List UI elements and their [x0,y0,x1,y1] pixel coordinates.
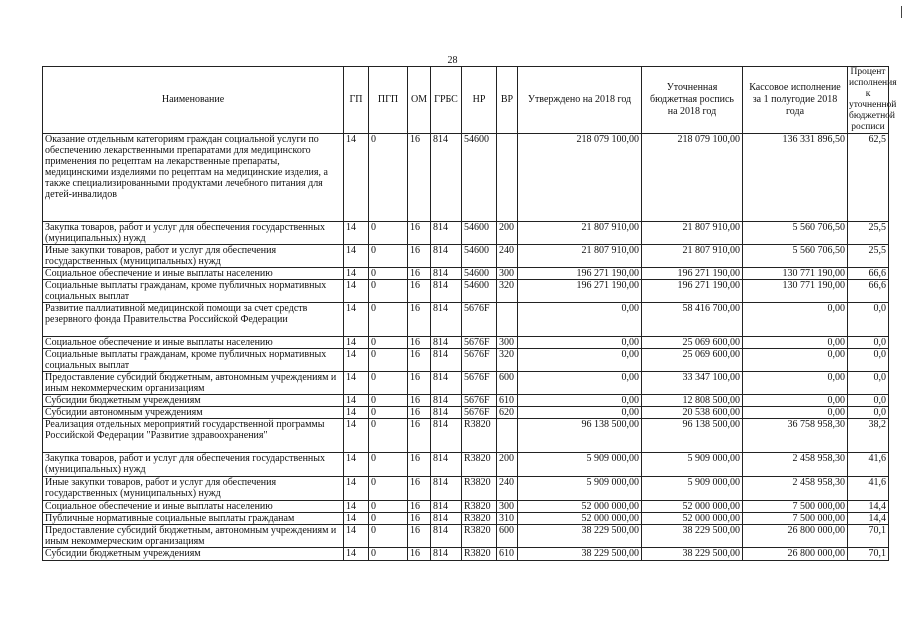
table-row [43,245,889,268]
cell-pgp: 0 [369,525,408,548]
cell-refined: 5 909 000,00 [642,453,743,477]
cell-refined: 21 807 910,00 [642,245,743,268]
cell-gp: 14 [344,419,369,453]
cell-vr: 300 [497,268,518,280]
table-row [43,349,889,372]
cell-refined: 52 000 000,00 [642,501,743,513]
cell-refined: 58 416 700,00 [642,303,743,337]
cell-gp: 14 [344,453,369,477]
cell-approved: 21 807 910,00 [518,245,642,268]
cell-percent: 0,0 [848,372,889,395]
cell-gp: 14 [344,372,369,395]
cell-nr: 54600 [462,134,497,222]
cell-cash: 26 800 000,00 [743,525,848,548]
cell-percent: 62,5 [848,134,889,222]
cell-vr: 320 [497,280,518,303]
cell-percent: 0,0 [848,337,889,349]
cell-vr: 310 [497,513,518,525]
cell-cash: 0,00 [743,337,848,349]
table-row [43,372,889,395]
cell-name: Предоставление субсидий бюджетным, автономным учреждениям и иным некоммерческим организациям [43,525,344,548]
cell-om: 16 [408,372,431,395]
cell-grbs: 814 [431,453,462,477]
cell-refined: 96 138 500,00 [642,419,743,453]
cell-nr: R3820 [462,419,497,453]
cell-grbs: 814 [431,513,462,525]
cell-vr: 240 [497,245,518,268]
cell-nr: R3820 [462,453,497,477]
budget-execution-table [42,66,897,561]
cell-grbs: 814 [431,477,462,501]
cell-approved: 5 909 000,00 [518,477,642,501]
cell-grbs: 814 [431,134,462,222]
cell-name: Социальное обеспечение и иные выплаты населению [43,268,344,280]
cell-approved: 196 271 190,00 [518,268,642,280]
cell-grbs: 814 [431,372,462,395]
cell-approved: 96 138 500,00 [518,419,642,453]
cell-percent: 41,6 [848,453,889,477]
cell-percent: 14,4 [848,513,889,525]
cell-refined: 196 271 190,00 [642,268,743,280]
cell-vr: 200 [497,222,518,245]
table-row [43,303,889,337]
cell-name: Развитие паллиативной медицинской помощи за счет средств резервного фонда Правительства Российской Федерации [43,303,344,337]
table-row [43,477,889,501]
table-row [43,134,889,222]
cell-gp: 14 [344,548,369,561]
cell-name: Социальное обеспечение и иные выплаты населению [43,337,344,349]
cell-name: Субсидии бюджетным учреждениям [43,548,344,561]
table-row [43,525,889,548]
cell-name: Оказание отдельным категориям граждан социальной услуги по обеспечению лекарственными препаратами для медицинского применения по рецептам на лекарственные препараты, медицинскими изделиями по рецептам на медицинские изделия, а также специализированными продуктами лечебного питания для детей-инвалидов [43,134,344,222]
cell-percent: 0,0 [848,407,889,419]
table-row [43,453,889,477]
table-row [43,337,889,349]
cell-pgp: 0 [369,513,408,525]
cell-percent: 41,6 [848,477,889,501]
table-row [43,407,889,419]
cell-approved: 21 807 910,00 [518,222,642,245]
cell-refined: 218 079 100,00 [642,134,743,222]
cell-nr: 5676F [462,337,497,349]
cell-om: 16 [408,477,431,501]
cell-vr: 610 [497,548,518,561]
table-row [43,501,889,513]
cell-refined: 5 909 000,00 [642,477,743,501]
header-pgp: ПГП [369,67,408,134]
cell-grbs: 814 [431,222,462,245]
cell-name: Субсидии автономным учреждениям [43,407,344,419]
cell-refined: 25 069 600,00 [642,349,743,372]
cell-cash: 5 560 706,50 [743,245,848,268]
cell-approved: 0,00 [518,337,642,349]
cell-cash: 7 500 000,00 [743,513,848,525]
cell-percent: 66,6 [848,268,889,280]
cell-nr: 54600 [462,222,497,245]
cell-nr: 5676F [462,349,497,372]
cell-vr: 320 [497,349,518,372]
cell-om: 16 [408,395,431,407]
cell-percent: 38,2 [848,419,889,453]
table-row [43,419,889,453]
table-row [43,222,889,245]
cell-gp: 14 [344,477,369,501]
cell-om: 16 [408,134,431,222]
cell-percent: 0,0 [848,349,889,372]
cell-refined: 38 229 500,00 [642,548,743,561]
cell-om: 16 [408,349,431,372]
cell-cash: 130 771 190,00 [743,280,848,303]
cell-refined: 25 069 600,00 [642,337,743,349]
cell-name: Публичные нормативные социальные выплаты гражданам [43,513,344,525]
cell-nr: 5676F [462,395,497,407]
cell-percent: 14,4 [848,501,889,513]
cell-percent: 0,0 [848,395,889,407]
cell-approved: 0,00 [518,349,642,372]
cell-nr: 5676F [462,407,497,419]
cell-grbs: 814 [431,268,462,280]
cell-pgp: 0 [369,407,408,419]
cell-gp: 14 [344,513,369,525]
cell-vr: 240 [497,477,518,501]
cell-grbs: 814 [431,501,462,513]
header-gp: ГП [344,67,369,134]
cell-om: 16 [408,280,431,303]
cell-pgp: 0 [369,477,408,501]
cell-cash: 2 458 958,30 [743,477,848,501]
cell-refined: 196 271 190,00 [642,280,743,303]
cell-pgp: 0 [369,395,408,407]
cell-pgp: 0 [369,134,408,222]
cell-vr: 610 [497,395,518,407]
cell-pgp: 0 [369,453,408,477]
cell-approved: 52 000 000,00 [518,501,642,513]
cell-om: 16 [408,337,431,349]
cell-name: Иные закупки товаров, работ и услуг для обеспечения государственных (муниципальных) нужд [43,245,344,268]
cell-pgp: 0 [369,349,408,372]
cell-percent: 70,1 [848,525,889,548]
cell-cash: 136 331 896,50 [743,134,848,222]
cell-pgp: 0 [369,419,408,453]
cell-om: 16 [408,222,431,245]
cell-nr: 54600 [462,280,497,303]
cell-nr: 5676F [462,303,497,337]
cell-vr [497,134,518,222]
cell-approved: 0,00 [518,303,642,337]
table-row [43,513,889,525]
cell-grbs: 814 [431,407,462,419]
table-header-row [43,67,889,134]
cell-gp: 14 [344,501,369,513]
cell-grbs: 814 [431,245,462,268]
header-cash-execution: Кассовое исполнение за 1 полугодие 2018 года [743,67,848,134]
cell-percent: 66,6 [848,280,889,303]
cell-cash: 5 560 706,50 [743,222,848,245]
cell-gp: 14 [344,268,369,280]
table-row [43,280,889,303]
cell-pgp: 0 [369,280,408,303]
header-grbs: ГРБС [431,67,462,134]
cell-grbs: 814 [431,419,462,453]
cell-nr: R3820 [462,501,497,513]
cell-cash: 0,00 [743,395,848,407]
cell-grbs: 814 [431,349,462,372]
cell-approved: 218 079 100,00 [518,134,642,222]
header-vr: ВР [497,67,518,134]
cell-om: 16 [408,245,431,268]
cell-vr: 600 [497,525,518,548]
cell-approved: 52 000 000,00 [518,513,642,525]
cell-pgp: 0 [369,268,408,280]
cell-vr: 200 [497,453,518,477]
cell-pgp: 0 [369,245,408,268]
cell-grbs: 814 [431,280,462,303]
cell-percent: 25,5 [848,222,889,245]
cell-refined: 12 808 500,00 [642,395,743,407]
cell-gp: 14 [344,337,369,349]
cell-refined: 52 000 000,00 [642,513,743,525]
cell-nr: R3820 [462,477,497,501]
cell-refined: 33 347 100,00 [642,372,743,395]
table-row [43,548,889,561]
cell-nr: R3820 [462,525,497,548]
cell-gp: 14 [344,395,369,407]
cell-om: 16 [408,303,431,337]
cell-name: Социальное обеспечение и иные выплаты населению [43,501,344,513]
cell-cash: 2 458 958,30 [743,453,848,477]
cell-vr: 300 [497,501,518,513]
table-row [43,268,889,280]
cell-gp: 14 [344,134,369,222]
cell-name: Иные закупки товаров, работ и услуг для обеспечения государственных (муниципальных) нужд [43,477,344,501]
cell-om: 16 [408,501,431,513]
cell-om: 16 [408,548,431,561]
cell-om: 16 [408,513,431,525]
table-row [43,395,889,407]
cell-pgp: 0 [369,303,408,337]
cell-approved: 38 229 500,00 [518,548,642,561]
cell-pgp: 0 [369,501,408,513]
cell-om: 16 [408,525,431,548]
cell-approved: 0,00 [518,372,642,395]
cell-nr: 54600 [462,268,497,280]
cell-name: Социальные выплаты гражданам, кроме публичных нормативных социальных выплат [43,280,344,303]
cell-pgp: 0 [369,337,408,349]
cell-cash: 130 771 190,00 [743,268,848,280]
header-approved: Утверждено на 2018 год [518,67,642,134]
cell-pgp: 0 [369,548,408,561]
cell-nr: 5676F [462,372,497,395]
table-body [43,134,889,561]
cell-om: 16 [408,268,431,280]
cell-gp: 14 [344,349,369,372]
cell-nr: R3820 [462,548,497,561]
cell-cash: 0,00 [743,407,848,419]
header-om: ОМ [408,67,431,134]
cell-name: Закупка товаров, работ и услуг для обеспечения государственных (муниципальных) нужд [43,453,344,477]
cell-cash: 0,00 [743,372,848,395]
page-number: 28 [447,55,458,66]
cell-name: Субсидии бюджетным учреждениям [43,395,344,407]
page-edge-mark [901,6,902,18]
cell-nr: R3820 [462,513,497,525]
cell-vr: 300 [497,337,518,349]
cell-cash: 36 758 958,30 [743,419,848,453]
cell-name: Реализация отдельных мероприятий государственной программы Российской Федерации "Развитие здравоохранения" [43,419,344,453]
cell-om: 16 [408,419,431,453]
cell-cash: 0,00 [743,303,848,337]
cell-approved: 196 271 190,00 [518,280,642,303]
cell-grbs: 814 [431,548,462,561]
cell-gp: 14 [344,222,369,245]
cell-name: Предоставление субсидий бюджетным, автономным учреждениям и иным некоммерческим организациям [43,372,344,395]
cell-pgp: 0 [369,372,408,395]
cell-vr: 600 [497,372,518,395]
header-nr: НР [462,67,497,134]
header-name: Наименование [43,67,344,134]
cell-grbs: 814 [431,525,462,548]
cell-refined: 20 538 600,00 [642,407,743,419]
cell-nr: 54600 [462,245,497,268]
header-percent: Процент исполнения к уточненной бюджетной росписи [849,67,897,132]
cell-grbs: 814 [431,303,462,337]
cell-cash: 0,00 [743,349,848,372]
cell-cash: 7 500 000,00 [743,501,848,513]
cell-om: 16 [408,407,431,419]
cell-refined: 38 229 500,00 [642,525,743,548]
cell-grbs: 814 [431,337,462,349]
cell-name: Закупка товаров, работ и услуг для обеспечения государственных (муниципальных) нужд [43,222,344,245]
cell-vr [497,419,518,453]
cell-grbs: 814 [431,395,462,407]
header-refined: Уточненная бюджетная роспись на 2018 год [642,67,743,134]
cell-approved: 5 909 000,00 [518,453,642,477]
cell-vr [497,303,518,337]
cell-gp: 14 [344,525,369,548]
cell-gp: 14 [344,407,369,419]
cell-pgp: 0 [369,222,408,245]
cell-percent: 0,0 [848,303,889,337]
cell-approved: 38 229 500,00 [518,525,642,548]
cell-approved: 0,00 [518,395,642,407]
cell-percent: 70,1 [848,548,889,561]
cell-gp: 14 [344,280,369,303]
cell-om: 16 [408,453,431,477]
cell-approved: 0,00 [518,407,642,419]
cell-percent: 25,5 [848,245,889,268]
cell-refined: 21 807 910,00 [642,222,743,245]
cell-gp: 14 [344,245,369,268]
cell-cash: 26 800 000,00 [743,548,848,561]
cell-gp: 14 [344,303,369,337]
cell-vr: 620 [497,407,518,419]
cell-name: Социальные выплаты гражданам, кроме публичных нормативных социальных выплат [43,349,344,372]
